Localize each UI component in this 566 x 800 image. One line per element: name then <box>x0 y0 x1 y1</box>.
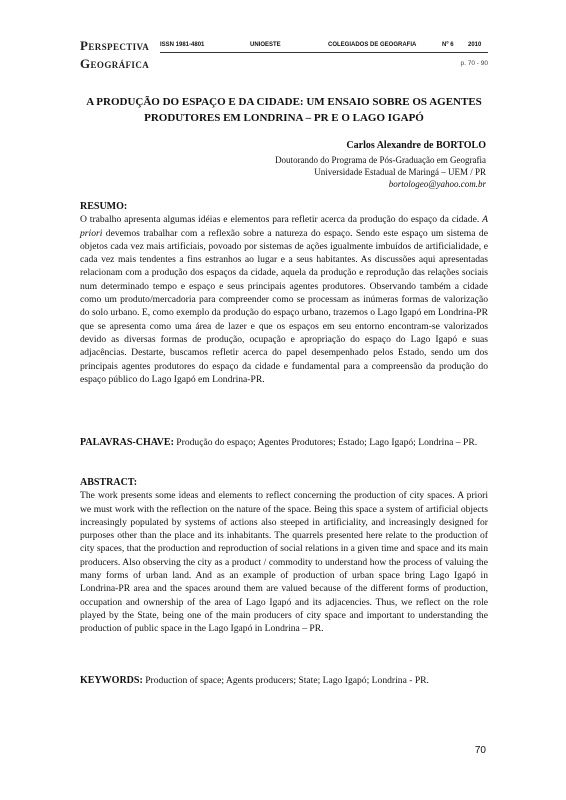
keywords-section <box>80 674 488 687</box>
keywords-label: KEYWORDS: <box>80 675 143 686</box>
page-number: 70 <box>474 745 486 756</box>
year: 2010 <box>468 42 482 48</box>
header-info-line <box>160 42 488 53</box>
author-block <box>275 140 486 190</box>
abstract-label: ABSTRACT: <box>80 477 138 488</box>
keywords-text: Production of space; Agents producers; State; Lago Igapó; Londrina - PR. <box>142 675 429 686</box>
palavras-chave-label: PALAVRAS-CHAVE: <box>80 437 174 448</box>
journal-name-line2: Geográfica <box>80 56 150 71</box>
issn: ISSN 1981-4801 <box>160 42 205 48</box>
palavras-chave-section <box>80 436 488 449</box>
journal-header <box>80 38 488 76</box>
issue-number: Nº 6 <box>442 42 454 48</box>
university: UNIOESTE <box>250 42 281 48</box>
palavras-chave-text: Produção do espaço; Agentes Produtores; Estado; Lago Igapó; Londrina – PR. <box>173 437 478 448</box>
resumo-text-1: O trabalho apresenta algumas idéias e elementos para refletir acerca da produção do espaço da cidade. <box>80 214 483 226</box>
abstract-text: The work presents some ideas and elements to reflect concerning the production of city spaces. A priori we must work with the reflection on the nature of the space. Being this space a system of artificial objects increasingly populated by systems of actions also steeped in artificiality, and increasingly designed for purposes other than the place and its inhabitants. The quarrels presented here relate to the production of city spaces, that the production and reproduction of social relations in a given time and space and its main producers. Also observing the city as a product / commodity to understand how the process of valuing the many forms of urban land. And as an example of production of urban space bring Lago Igapó in Londrina-PR area and the spaces around them are valued because of the different forms of production, occupation and ownership of the area of Lago Igapó and its adjacencies. Thus, we reflect on the role played by the State, being one of the main producers of city space and important to understanding the production of public space in the Lago Igapó in Londrina – PR. <box>80 490 488 635</box>
collegiate: COLEGIADOS DE GEOGRAFIA <box>328 42 417 48</box>
author-email: bortologeo@yahoo.com.br <box>388 179 486 189</box>
resumo-label: RESUMO: <box>80 201 128 212</box>
resumo-italic: A priori <box>80 214 488 239</box>
author-name: Carlos Alexandre de BORTOLO <box>346 140 486 151</box>
author-affiliation-1: Doutorando do Programa de Pós-Graduação em Geografia <box>275 155 486 165</box>
article-title: A PRODUÇÃO DO ESPAÇO E DA CIDADE: UM ENSAIO SOBRE OS AGENTES PRODUTORES EM LONDRINA – PR E O LAGO IGAPÓ <box>86 96 482 124</box>
page-range: p. 70 - 90 <box>460 60 488 67</box>
resumo-section <box>80 200 488 386</box>
abstract-section <box>80 476 488 636</box>
journal-name-line1: Perspectiva <box>80 38 150 53</box>
resumo-text-2: devemos trabalhar com a reflexão sobre a natureza do espaço. Sendo este espaço um sistema de objetos cada vez mais artificiais, povoado por sistemas de ações igualmente imbuídos de artificialidade, e cada vez mais tendentes a fins estranhos ao lugar e a seus habitantes. As discussões aqui apresentadas relacionam com a produção dos espaços da cidade, aquela da produção e reprodução das relações sociais num determinado tempo e espaço e seus principais agentes produtores. Observando também a cidade como um produto/mercadoria para compreender como se processam as inúmeras formas de valorização do solo urbano. E, como exemplo da produção do espaço urbano, trazemos o Lago Igapó em Londrina-PR que se apresenta como uma área de lazer e que os espaços em seu entorno encontram-se valorizados devido as diversas formas de produção, ocupação e apropriação do espaço do Lago Igapó e suas adjacências. Destarte, buscamos refletir acerca do papel desempenhado pelos Estado, sendo um dos principais agentes produtores do espaço da cidade e fundamental para a compreensão da produção do espaço público do Lago Igapó em Londrina-PR. <box>80 227 488 385</box>
author-affiliation-2: Universidade Estadual de Maringá – UEM / PR <box>314 167 486 177</box>
